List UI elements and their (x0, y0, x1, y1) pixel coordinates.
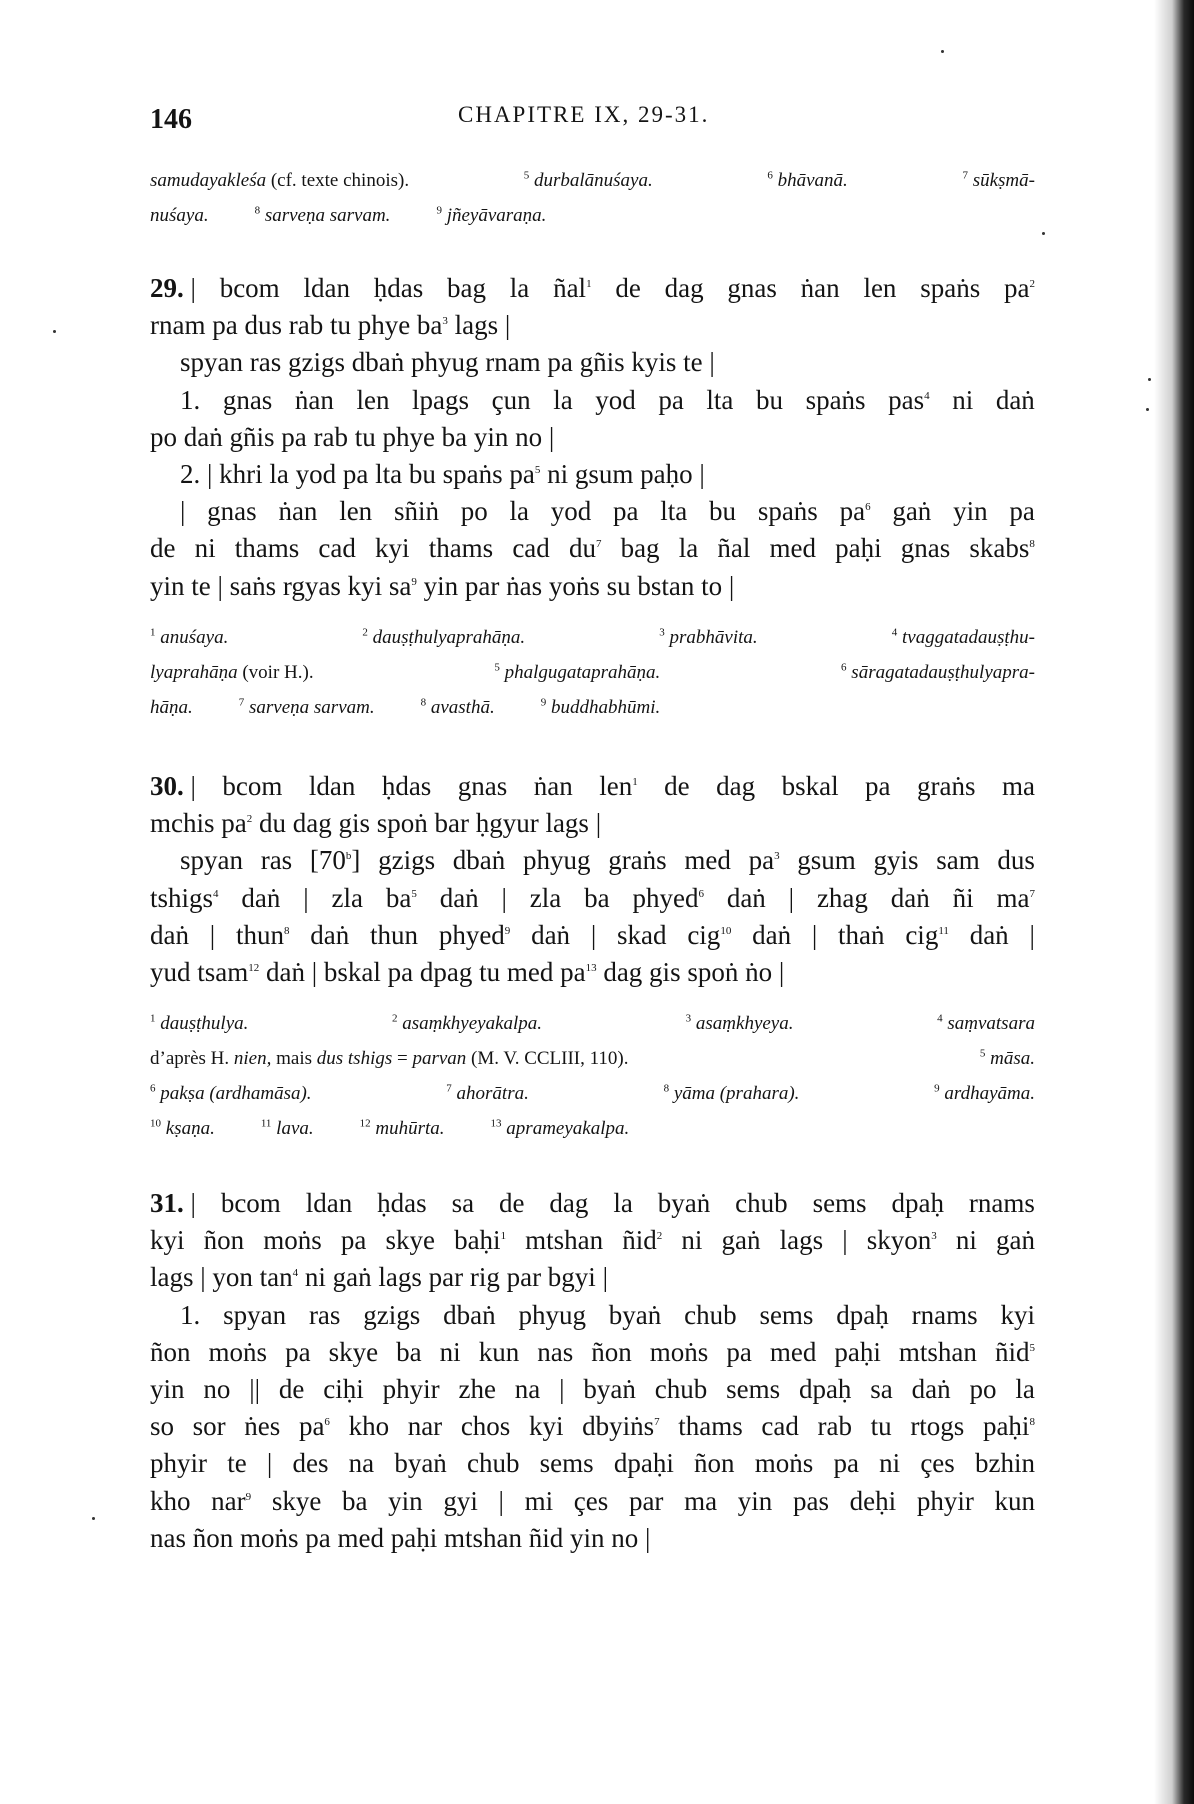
print-speck (92, 1517, 95, 1520)
top-note-line-1: samudayakleśa (cf. texte chinois). $^5$ durbalānuśaya. $^6$ bhāvanā. $^7$ sūkṣmā- (150, 169, 1035, 191)
top-notes (150, 163, 1035, 233)
page-header (150, 100, 1020, 140)
section-30-text: 30. | bcom ldan ḥdas gnas ṅan len$^1$ de dag bskal pa graṅs ma mchis $pa^2$ du dag gis spoṅ bar ḥgyur lags | spyan ras [70$^b$] gzigs dbaṅ phyug graṅs med $pa^3$ gsum gyis sam dus tshigs$^4$ daṅ | zla $ba^5$ daṅ | zla ba phyed$^6$ daṅ | zhag daṅ ñi $ma^7$ daṅ | thun$^8$ daṅ thun phyed$^9$ daṅ | skad cig$^{10}$ daṅ | thaṅ cig$^{11}$ daṅ | yud tsam$^{12}$ daṅ | bskal pa dpag tu med $pa^{13}$ dag gis spoṅ ṅo | (150, 771, 1035, 988)
section-30-notes: $^1$ dauṣṭhulya. $^2$ asaṃkhyeyakalpa. $^3$ asaṃkhyeya. $^4$ saṃvatsara d’après H. nien, mais dus tshigs = parvan (M. V. CCLIII, 110). $^5$ māsa. $^6$ pakṣa (ardhamāsa). $^7$ ahorātra. $^8$ yāma (prahara). $^9$ ardhayāma. $^{10}$ kṣaṇa. $^{11}$ lava. $^{12}$ muhūrta. $^{13}$ aprameyakalpa. (150, 1012, 1035, 1139)
page-binding-shadow (1154, 0, 1194, 1804)
page-number: 146 (150, 104, 192, 135)
print-speck (941, 50, 944, 53)
section-29-notes: $^1$ anuśaya. $^2$ dauṣṭhulyaprahāṇa. $^3$ prabhāvita. $^4$ tvaggatadauṣṭhu- lyaprahāṇa (voir H.). $^5$ phalgugataprahāṇa. $^6$ sāragatadauṣṭhulyapra- hāṇa. $^7$ sarveṇa sarvam. $^8$ avasthā. $^9$ buddhabhūmi. (150, 626, 1035, 718)
print-speck (1146, 408, 1149, 411)
print-speck (1042, 232, 1045, 235)
print-speck (1148, 378, 1151, 381)
top-note-line-2: nuśaya. $^8$ sarveṇa sarvam. $^9$ jñeyāvaraṇa. (150, 204, 547, 226)
section-31-text: 31. | bcom ldan ḥdas sa de dag la byaṅ chub sems dpaḥ rnams kyi ñon moṅs pa skye baḥi$^1$ mtshan ñid$^2$ ni gaṅ lags | skyon$^3$ ni gaṅ lags | yon $\tan^4$ ni gaṅ lags par rig par bgyi | 1. spyan ras gzigs dbaṅ phyug byaṅ chub sems dpaḥ rnams kyi ñon moṅs pa skye ba ni kun nas ñon moṅs pa med paḥi mtshan ñid$^5$ yin no || de ciḥi phyir zhe na | byaṅ chub sems dpaḥ sa daṅ po la so sor ṅes $pa^6$ kho nar chos kyi dbyiṅs$^7$ thams cad rab tu rtogs paḥi$^8$ phyir te | des na byaṅ chub sems dpaḥi ñon moṅs pa ni çes bzhin kho nar$^9$ skye ba yin gyi | mi çes par ma yin pas deḥi phyir kun nas ñon moṅs pa med paḥi mtshan ñid yin no | (150, 1188, 1035, 1553)
print-speck (53, 330, 56, 333)
running-head: CHAPITRE IX, 29-31. (458, 102, 710, 127)
section-29-text: 29. | bcom ldan ḥdas bag la ñal$^1$ de dag gnas ṅan len spaṅs $pa^2$ rnam pa dus rab tu phye $ba^3$ lags | spyan ras gzigs dbaṅ phyug rnam pa gñis kyis te | 1. gnas ṅan len lpags çun la yod pa lta bu spaṅs pas$^4$ ni daṅ po daṅ gñis pa rab tu phye ba yin no | 2. | khri la yod pa lta bu spaṅs $pa^5$ ni gsum paḥo | | gnas ṅan len sñiṅ po la yod pa lta bu spaṅs $pa^6$ gaṅ yin pa de ni thams cad kyi thams cad $du^7$ bag la ñal med paḥi gnas skabs$^8$ yin te | saṅs rgyas kyi $sa^9$ yin par ṅas yoṅs su bstan to | (150, 273, 1035, 601)
